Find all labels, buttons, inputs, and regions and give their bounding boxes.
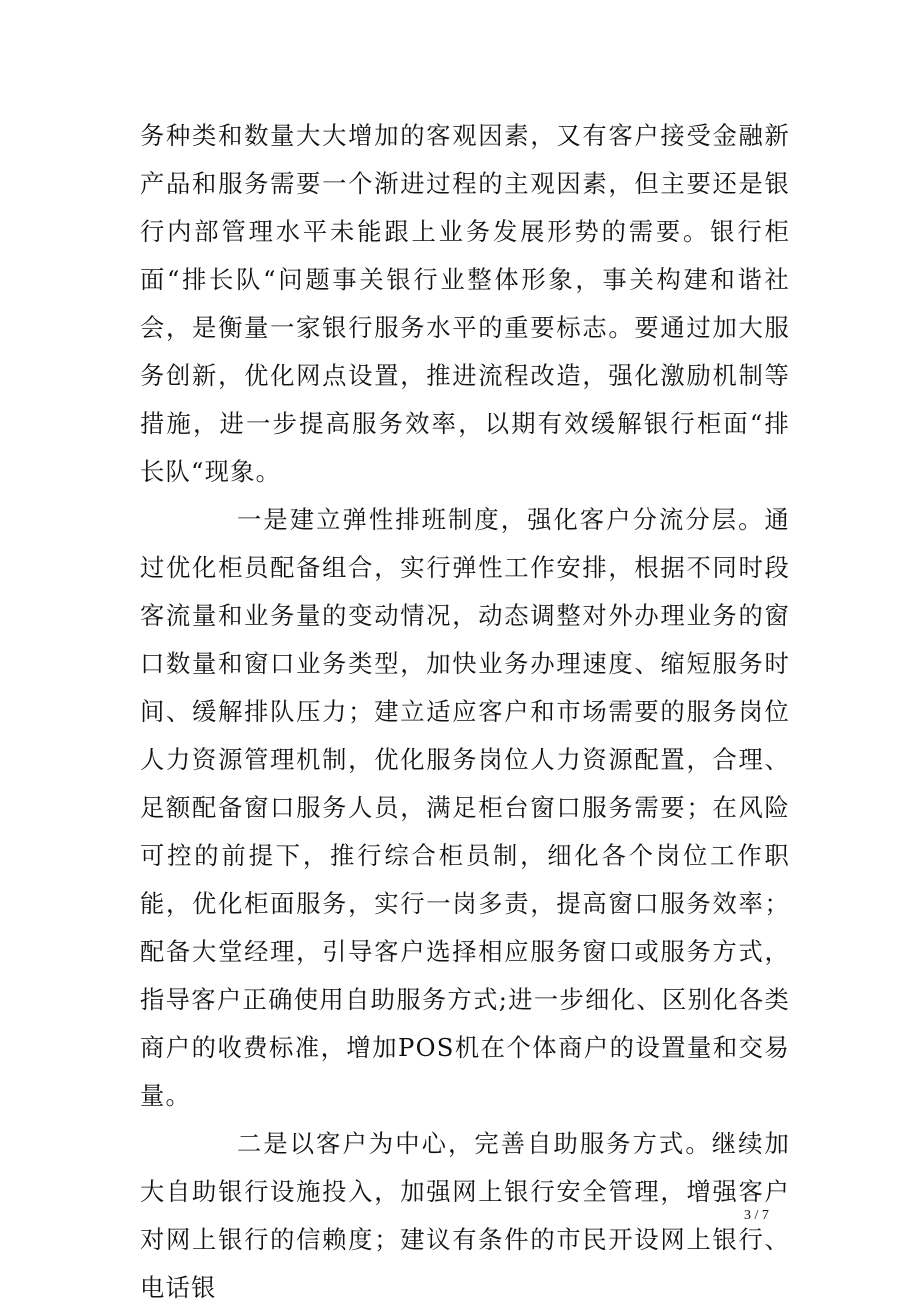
document-body xyxy=(140,112,790,1312)
paragraph-flexible-scheduling: 一是建立弹性排班制度，强化客户分流分层。通过优化柜员配备组合，实行弹性工作安排，根据不同时段客流量和业务量的变动情况，动态调整对外办理业务的窗口数量和窗口业务类型，加快业务办理速度、缩短服务时间、缓解排队压力；建立适应客户和市场需要的服务岗位人力资源管理机制，优化服务岗位人力资源配置，合理、足额配备窗口服务人员，满足柜台窗口服务需要；在风险可控的前提下，推行综合柜员制，细化各个岗位工作职能，优化柜面服务，实行一岗多责，提高窗口服务效率；配备大堂经理，引导客户选择相应服务窗口或服务方式，指导客户正确使用自助服务方式;进一步细化、区别化各类商户的收费标准，增加POS机在个体商户的设置量和交易量。 xyxy=(140,505,790,1110)
page-number: 3 / 7 xyxy=(744,1208,769,1223)
paragraph-continuation: 务种类和数量大大增加的客观因素，又有客户接受金融新产品和服务需要一个渐进过程的主观因素，但主要还是银行内部管理水平未能跟上业务发展形势的需要。银行柜面“排长队“问题事关银行业整体形象，事关构建和谐社会，是衡量一家银行服务水平的重要标志。要通过加大服务创新，优化网点设置，推进流程改造，强化激励机制等措施，进一步提高服务效率，以期有效缓解银行柜面“排长队“现象。 xyxy=(140,121,790,486)
paragraph-self-service: 二是以客户为中心，完善自助服务方式。继续加大自助银行设施投入，加强网上银行安全管理，增强客户对网上银行的信赖度；建议有条件的市民开设网上银行、电话银 xyxy=(140,1129,790,1302)
